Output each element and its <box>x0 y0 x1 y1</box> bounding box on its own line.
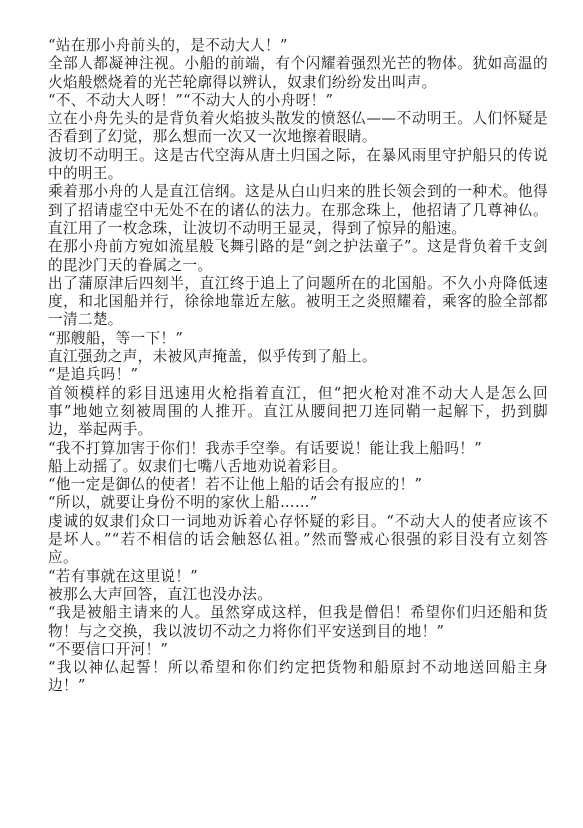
paragraph: 全部人都凝神注视。小船的前端，有个闪耀着强烈光芒的物体。犹如高温的火焰般燃烧着的光芒轮廓得以辨认，奴隶们纷纷发出叫声。 <box>48 55 548 91</box>
paragraph: “他一定是御仏的使者！若不让他上船的话会有报应的！” <box>48 476 423 494</box>
paragraph: 出了蒲原津后四刻半，直江终于追上了问题所在的北国船。不久小舟降低速度，和北国船并行，徐徐地靠近左舷。被明王之炎照耀着，乘客的脸全部都一清二楚。 <box>48 274 548 329</box>
paragraph: 虔诚的奴隶们众口一词地劝诉着心存怀疑的彩目。“不动大人的使者应该不是坏人。”“若不相信的话会触怒仏祖。”然而警戒心很强的彩目没有立刻答应。 <box>48 512 548 567</box>
paragraph: “站在那小舟前头的，是不动大人！” <box>48 37 288 54</box>
paragraph: 直江强劲之声，未被风声掩盖，似乎传到了船上。 <box>48 348 377 366</box>
paragraph: “我以神仏起誓！所以希望和你们约定把货物和船原封不动地送回船主身边！” <box>48 659 548 695</box>
paragraph: “我是被船主请来的人。虽然穿成这样，但我是僧侣！希望你们归还船和货物！与之交换，我以波切不动之力将你们平安送到目的地！” <box>48 604 548 640</box>
paragraph: “是追兵吗！” <box>48 366 139 384</box>
paragraph: 立在小舟先头的是背负着火焰披头散发的愤怒仏——不动明王。人们怀疑是否看到了幻觉，那么想而一次又一次地擦着眼睛。 <box>48 110 548 146</box>
novel-page <box>48 37 548 696</box>
paragraph: 波切不动明王。这是古代空海从唐土归国之际，在暴风雨里守护船只的传说中的明王。 <box>48 146 548 183</box>
paragraph: “所以，就要让身份不明的家伙上船……” <box>48 494 318 512</box>
paragraph: 乘着那小舟的人是直江信纲。这是从白山归来的胜长领会到的一种术。他得到了招请虚空中无处不在的诸仏的法力。在那念珠上，他招请了几尊神仏。直江用了一枚念珠，让波切不动明王显灵，得到了惊异的船速。 <box>48 183 548 237</box>
paragraph: 船上动摇了。奴隶们七嘴八舌地劝说着彩目。 <box>48 457 347 475</box>
paragraph: “若有事就在这里说！” <box>48 567 199 585</box>
paragraph: “我不打算加害于你们！我赤手空拳。有话要说！能让我上船吗！” <box>48 439 483 457</box>
paragraph: 被那么大声回答，直江也没办法。 <box>48 585 273 603</box>
paragraph: 在那小舟前方宛如流星般飞舞引路的是“剑之护法童子”。这是背负着千支剑的毘沙门天的眷属之一。 <box>48 238 548 274</box>
paragraph: “不要信口开河！” <box>48 640 169 658</box>
paragraph: 首领模样的彩目迅速用火枪指着直江，但“把火枪对准不动大人是怎么回事”地她立刻被周围的人推开。直江从腰间把刀连同鞘一起解下，扔到脚边，举起两手。 <box>48 384 548 439</box>
paragraph: “不、不动大人呀！”“不动大人的小舟呀！” <box>48 91 334 109</box>
paragraph: “那艘船，等一下！” <box>48 329 184 347</box>
